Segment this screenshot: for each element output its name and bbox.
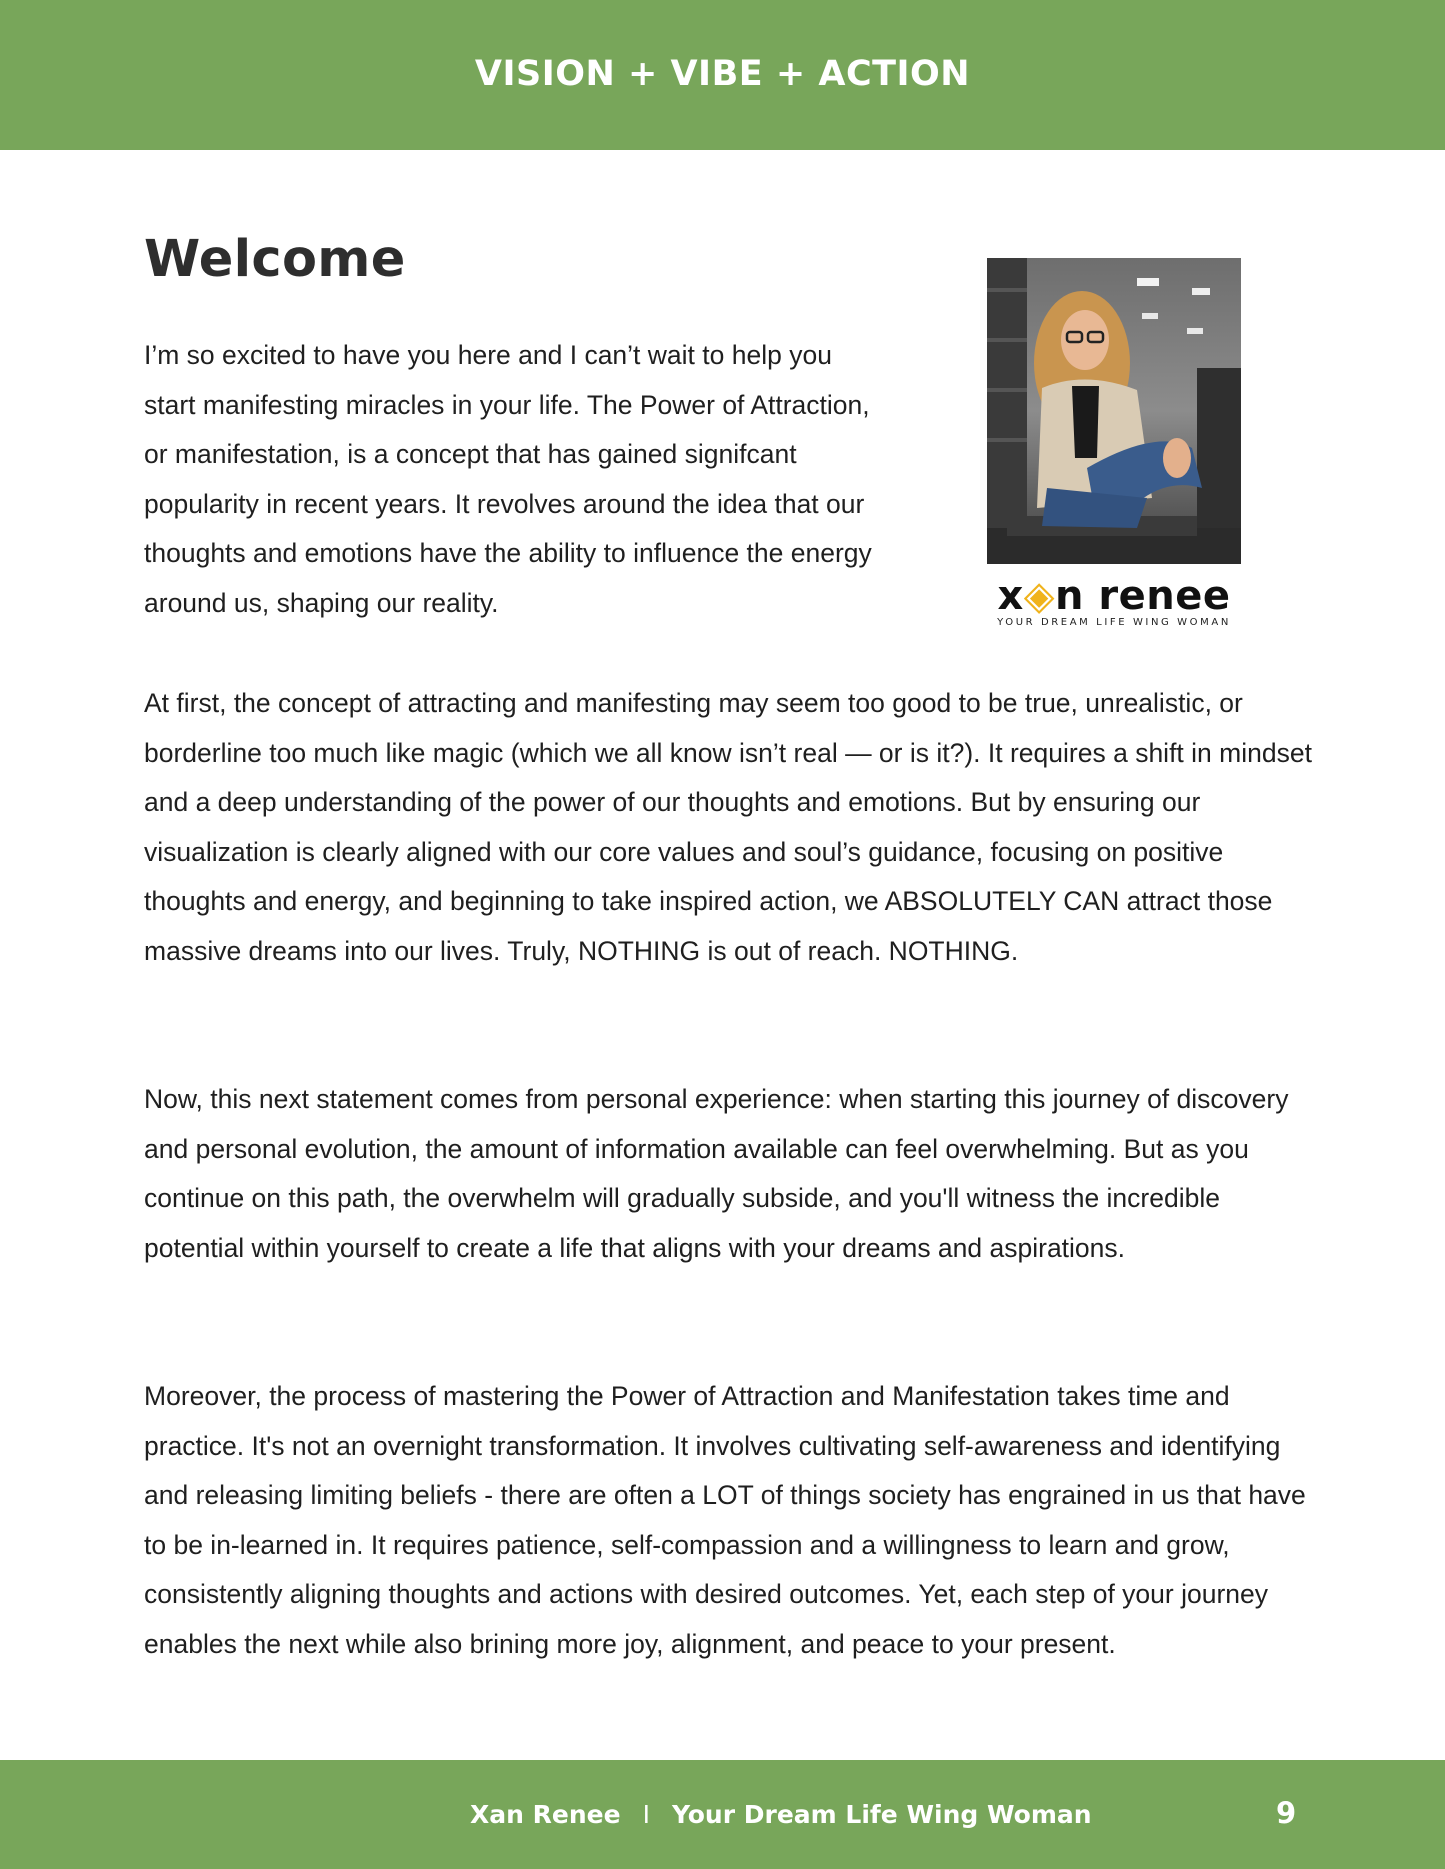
body-paragraph-3: Moreover, the process of mastering the Power of Attraction and Manifestation takes time and practice. It's not an overnight transformation. It involves cultivating self-awareness and identifying and releasing limiting beliefs - there are often a LOT of things society has engrained in us that have to be in-learned in. It requires patience, self-compassion and a willingness to learn and grow, consistently aligning thoughts and actions with desired outcomes. Yet, each step of your journey enables the next while also brining more joy, alignment, and peace to your present. (144, 1381, 1306, 1659)
brand-logo (987, 573, 1241, 628)
intro-paragraph: I’m so excited to have you here and I can’t wait to help you start manifesting miracles in your life. The Power of Attraction, or manifestation, is a concept that has gained signifcant popularity in recent years. It revolves around the idea that our thoughts and emotions have the ability to influence the energy around us, shaping our reality. (144, 340, 872, 618)
brand-logo-tagline: YOUR DREAM LIFE WING WOMAN (997, 617, 1231, 628)
author-photo-illustration (987, 258, 1241, 564)
body-paragraph-1: At first, the concept of attracting and manifesting may seem too good to be true, unrealistic, or borderline too much like magic (which we all know isn’t real — or is it?). It requires a shift in mindset and a deep understanding of the power of our thoughts and emotions. But by ensuring our visualization is clearly aligned with our core values and soul’s guidance, focusing on positive thoughts and energy, and beginning to take inspired action, we ABSOLUTELY CAN attract those massive dreams into our lives. Truly, NOTHING is out of reach. NOTHING. (144, 688, 1312, 966)
footer-subtitle: Your Dream Life Wing Woman (671, 1800, 1092, 1829)
author-photo (987, 258, 1241, 564)
page-title: Welcome (144, 230, 406, 289)
author-photo-block (987, 258, 1241, 628)
footer-separator: I (642, 1800, 650, 1829)
page-footer (0, 1760, 1445, 1869)
body-paragraph-2: Now, this next statement comes from personal experience: when starting this journey of discovery and personal evolution, the amount of information available can feel overwhelming. But as you continue on this path, the overwhelm will gradually subside, and you'll witness the incredible potential within yourself to create a life that aligns with your dreams and aspirations. (144, 1084, 1289, 1263)
page-number: 9 (1276, 1796, 1297, 1830)
footer-author: Xan Renee (470, 1800, 621, 1829)
brand-logo-name: x◈n renee (997, 573, 1231, 619)
page-header (0, 0, 1445, 150)
footer-credit (470, 1800, 1092, 1829)
header-title: VISION + VIBE + ACTION (474, 54, 971, 94)
